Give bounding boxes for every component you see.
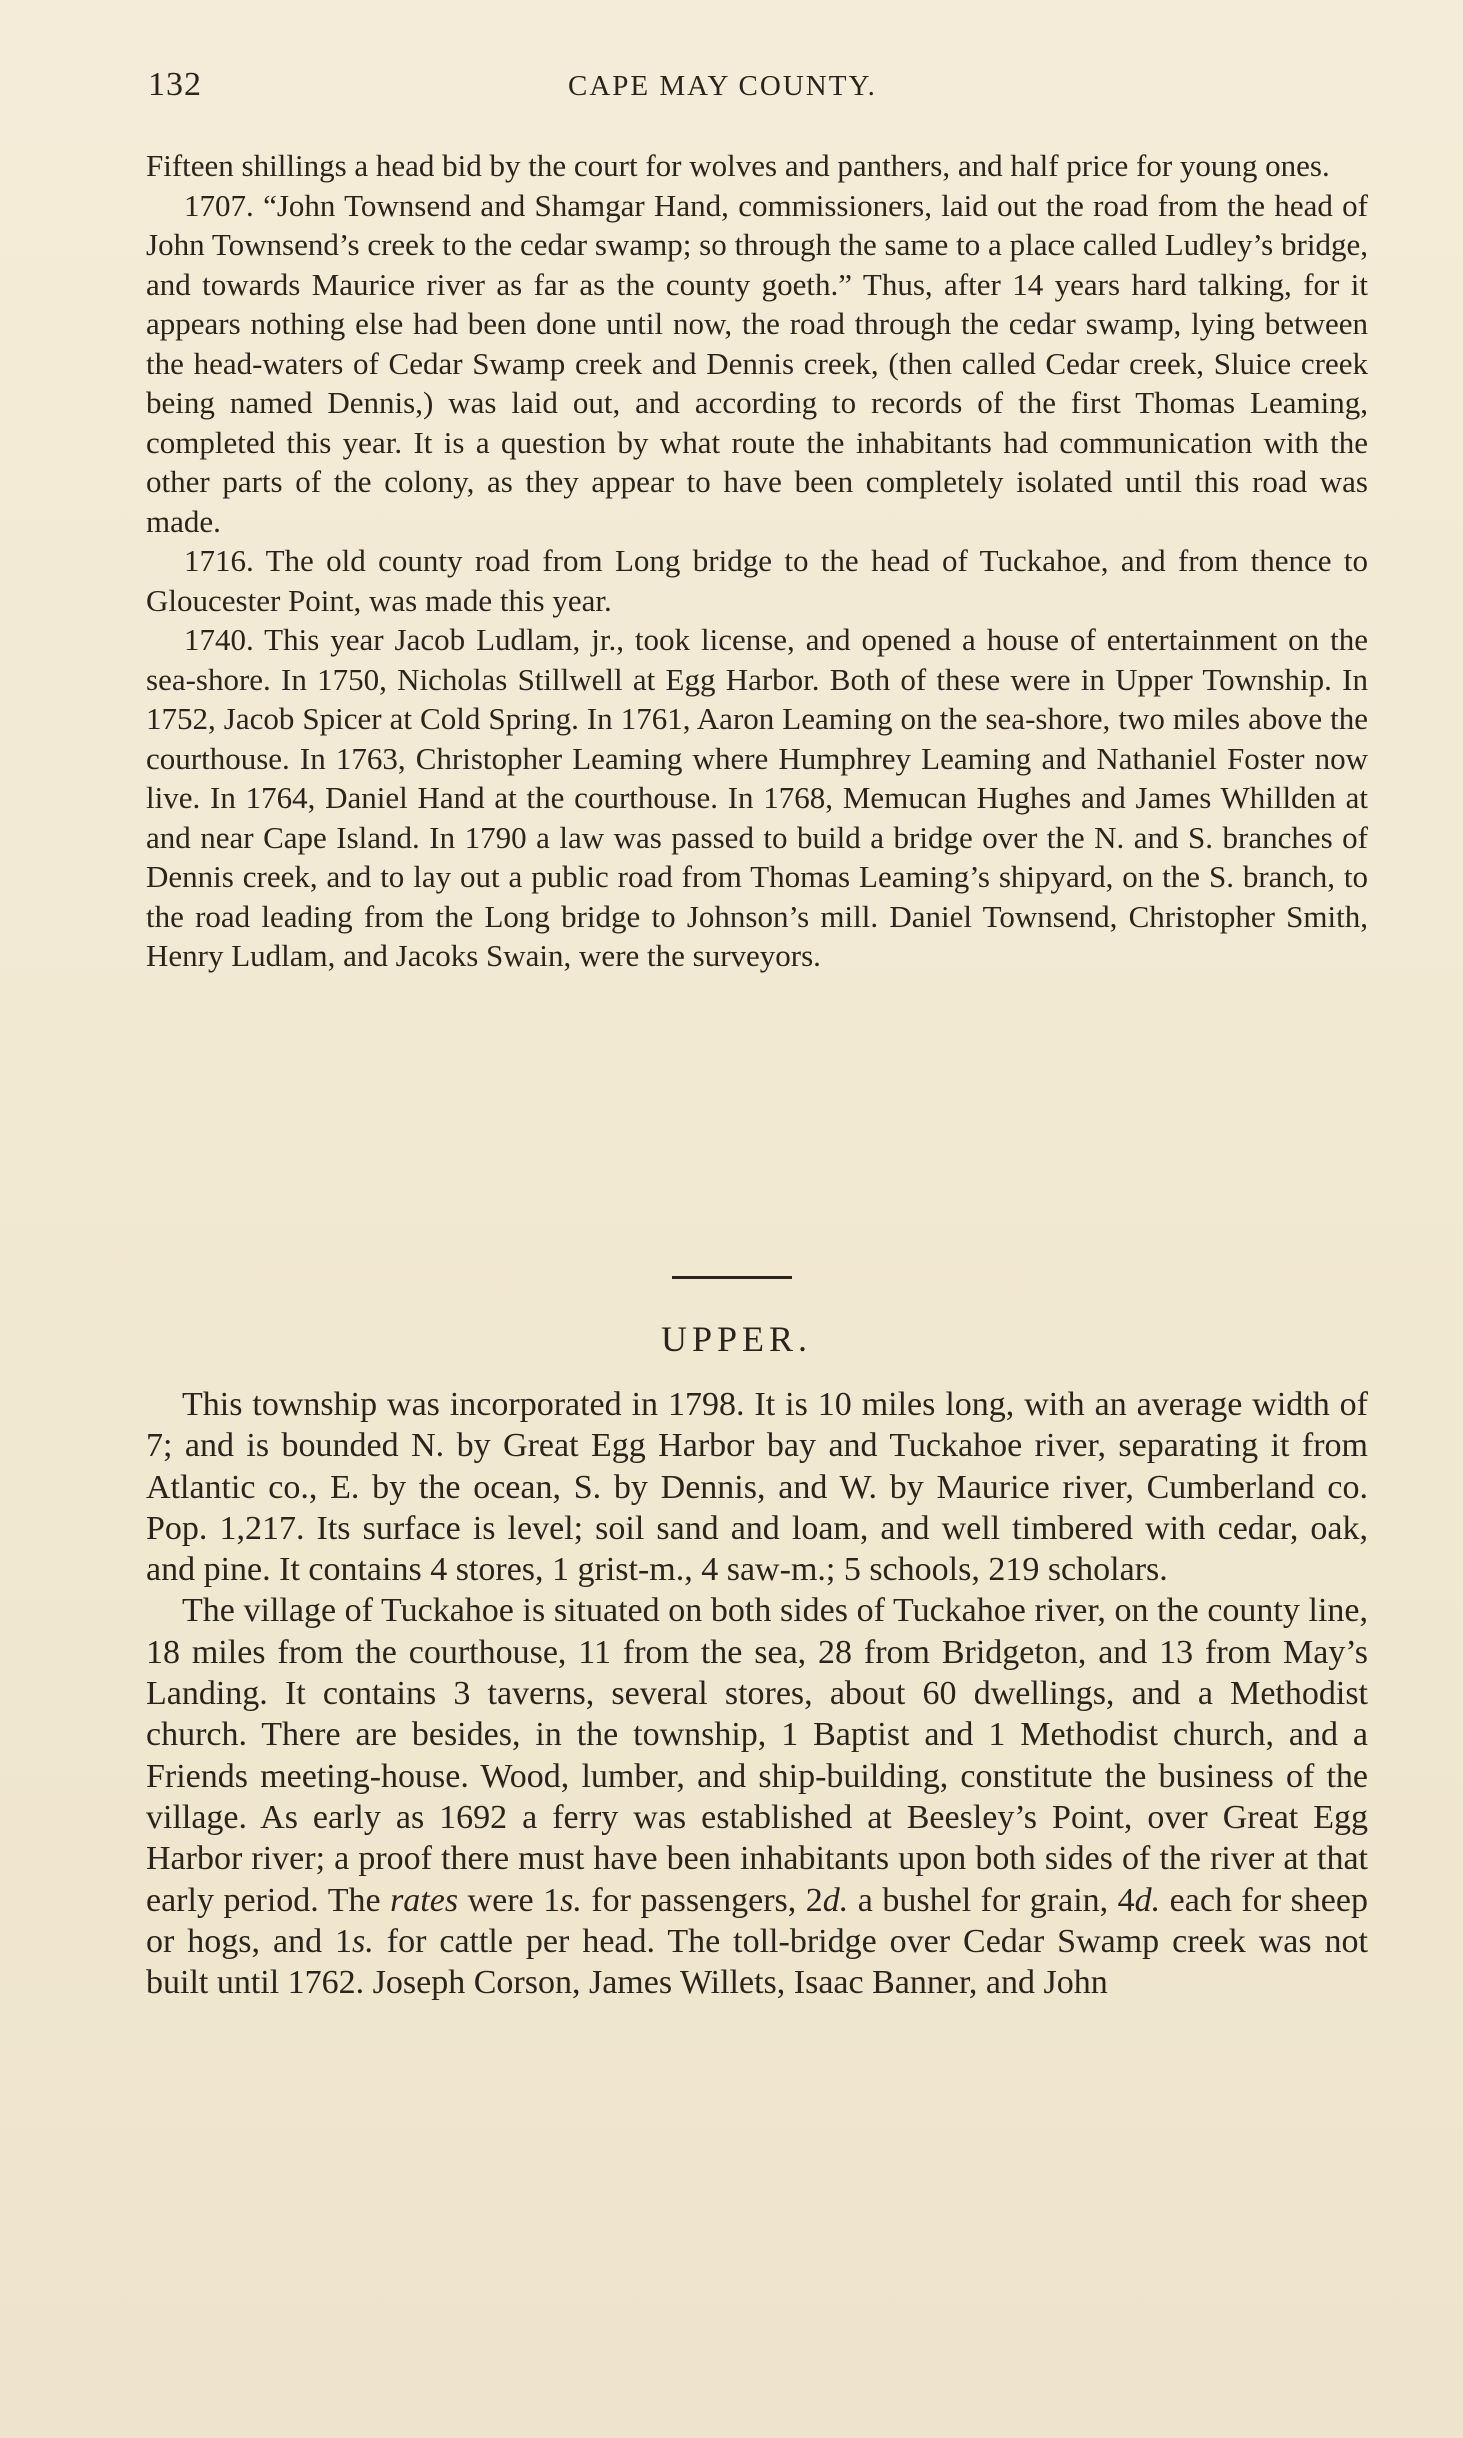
running-head [148,66,1366,118]
page-number: 132 [148,66,202,103]
paragraph-1707: 1707. “John Townsend and Shamgar Hand, commissioners, laid out the road from the head of John Townsend’s creek to the cedar swamp; so through the same to a place called Ludley’s bridge, and towards Maurice river as far as the county goeth.” Thus, after 14 years hard talking, for it appears nothing else had been done until now, the road through the cedar swamp, lying between the head-waters of Cedar Swamp creek and Dennis creek, (then called Cedar creek, Sluice creek being named Dennis,) was laid out, and according to records of the first Thomas Leaming, completed this year. It is a question by what route the inhabitants had communication with the other parts of the colony, as they appear to have been completely isolated until this road was made. [146,187,1368,539]
text-run: for passengers, 2 [591,1881,823,1919]
text-run: were 1 [467,1881,561,1919]
text-run: a bushel for grain, 4 [857,1881,1135,1919]
italic-shilling: s. [352,1922,374,1960]
italic-rates: rates [390,1881,459,1919]
paragraph-bounty: Fifteen shillings a head bid by the court for wolves and panthers, and half price for young ones. [146,148,1330,183]
paragraph-1716: 1716. The old county road from Long bridge to the head of Tuckahoe, and from thence to Gloucester Point, was made this year. [146,543,1368,618]
italic-pence: d. [1134,1881,1161,1919]
text-run: for cattle per head. The toll-bridge over Cedar Swamp creek was not built until 1762. Joseph Corson, James Willets, Isaac Banner, and John [146,1922,1368,2002]
section-heading-upper: UPPER. [660,1319,813,1359]
paragraph-1740: 1740. This year Jacob Ludlam, jr., took license, and opened a house of entertainment on the sea-shore. In 1750, Nicholas Stillwell at Egg Harbor. Both of these were in Upper Township. In 1752, Jacob Spicer at Cold Spring. In 1761, Aaron Leaming on the sea-shore, two miles above the courthouse. In 1763, Christopher Leaming where Humphrey Leaming and Nathaniel Foster now live. In 1764, Daniel Hand at the courthouse. In 1768, Memucan Hughes and James Whillden at and near Cape Island. In 1790 a law was passed to build a bridge over the N. and S. branches of Dennis creek, and to lay out a public road from Thomas Leaming’s shipyard, on the S. branch, to the road leading from the Long bridge to Johnson’s mill. Daniel Townsend, Christopher Smith, Henry Ludlam, and Jacoks Swain, were the surveyors. [146,622,1368,973]
paragraph-township: This township was incorporated in 1798. It is 10 miles long, with an average width of 7; and is bounded N. by Great Egg Harbor bay and Tuckahoe river, separating it from Atlantic co., E. by the ocean, S. by Dennis, and W. by Maurice river, Cumberland co. Pop. 1,217. Its surface is level; soil sand and loam, and well timbered with cedar, oak, and pine. It contains 4 stores, 1 grist-m., 4 saw-m.; 5 schools, 219 scholars. [146,1386,1368,1589]
paragraph-tuckahoe [146,1590,1368,2003]
upper-township-text [146,1384,1368,2003]
chronology-text [146,146,1368,976]
italic-pence: d. [822,1881,849,1919]
running-title: CAPE MAY COUNTY. [568,70,877,102]
text-run: each for sheep or hogs, and 1 [146,1881,1368,1960]
italic-shilling: s. [560,1881,582,1919]
text-run: The village of Tuckahoe is situated on both sides of Tuckahoe river, on the county line, 18 miles from the courthouse, 11 from the sea, 28 from Bridgeton, and 13 from May’s Landing. It contains 3 taverns, several stores, about 60 dwellings, and a Methodist church. There are besides, in the township, 1 Baptist and 1 Methodist church, and a Friends meeting-house. Wood, lumber, and ship-building, constitute the business of the village. As early as 1692 a ferry was established at Beesley’s Point, over Great Egg Harbor river; a proof there must have been inhabitants upon both sides of the river at that early period. The [146,1592,1368,1919]
section-divider [672,1276,792,1279]
